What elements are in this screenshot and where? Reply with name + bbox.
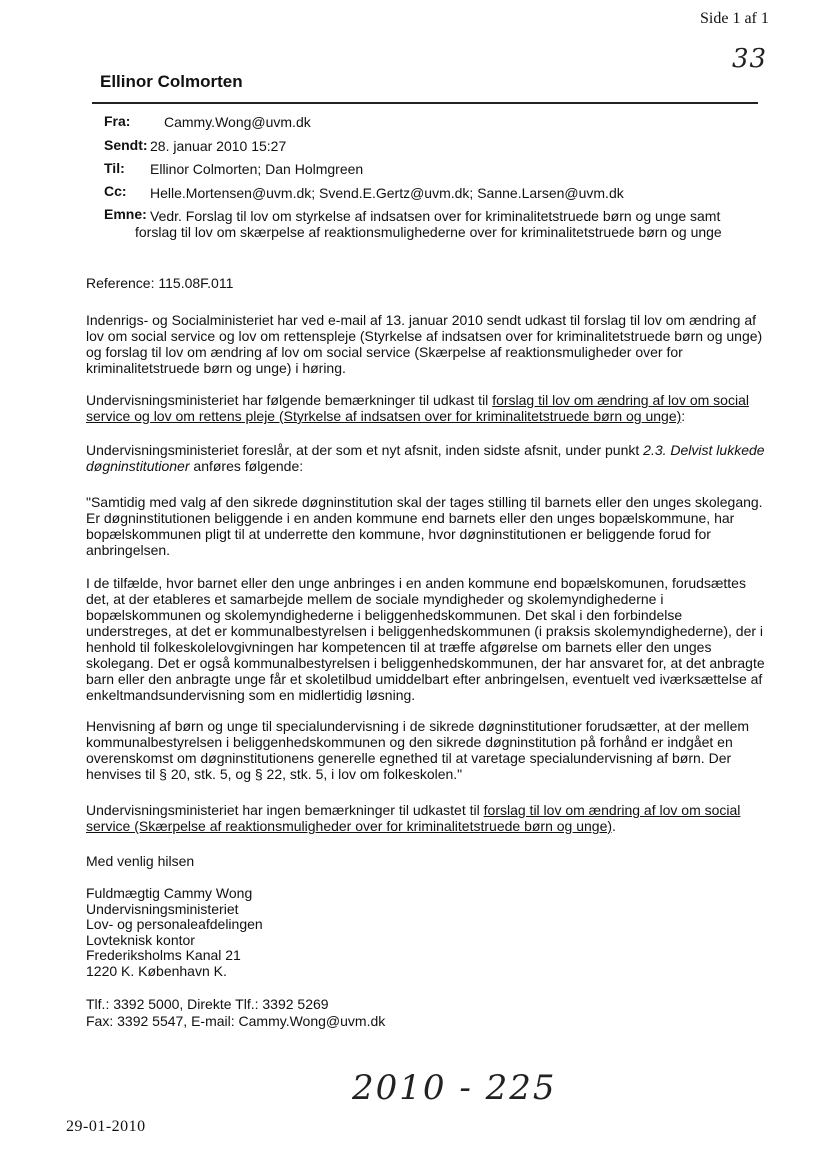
reference-line [86,275,766,291]
signature-name: Fuldmægtig Cammy Wong [86,885,253,901]
to-label: Til: [104,160,125,176]
text-span: : [681,408,686,424]
sender-name-heading: Ellinor Colmorten [100,72,243,91]
signature-org: Undervisningsministeriet [86,900,239,917]
section-reference-italic: 2.3. Delvist lukkede [643,442,765,458]
quote-paragraph-1 [86,494,766,558]
text-line: I de tilfælde, hvor barnet eller den unge anbringes i en anden kommune end bopælskomunen, forudsættes [86,575,746,591]
subject-label: Emne: [104,206,147,222]
subject-line-2: forslag til lov om skærpelse af reaktionsmulighederne over for kriminalitetstruede børn og unge [135,224,722,240]
text-line: anbringelsen. [86,542,171,558]
sent-label: Sendt: [104,137,148,153]
text-line: og forslag til lov om ændring af lov om social service (Skærpelse af reaktionsmuligheder over for [86,344,683,360]
bill-reference-underlined: service og lov om rettens pleje (Styrkelse af indsatsen over for kriminalitetstruede børn og unge) [86,408,682,424]
text-line: skolegang. Det er også kommunalbestyrelsen i beliggenhedskommunen, der har ansvaret for, at det anbragte [86,655,765,671]
text-line: henhold til folkeskolelovgivningen har kompetencen til at træffe afgørelse om barnets eller den unges [86,639,712,655]
text-line: Er døgninstitutionen beliggende i en anden kommune end barnets eller den unges bopælskommune, har [86,510,735,526]
signature-department: Lov- og personaleafdelingen [86,916,263,932]
text-span: . [612,818,616,834]
text-span: Undervisningsministeriet har følgende bemærkninger til udkast til [86,392,493,408]
handwritten-page-mark: 33 [732,44,768,74]
header-divider [92,102,758,104]
text-line [86,818,766,834]
text-line: bopælskommunen og skolemyndighederne i beliggenhedskommunen. Det skal i den forbindelse [86,607,683,623]
signature-street: Frederiksholms Kanal 21 [86,947,241,963]
text-line: barn eller den anbragte unge får et skoletilbud umiddelbart efter anbringelsen, eventuelt ved iværksættelse af [86,671,763,687]
to-value: Ellinor Colmorten; Dan Holmgreen [150,161,364,177]
text-line [86,802,766,818]
text-line: det, at der etableres et samarbejde mellem de sociale myndigheder og skolemyndighederne i [86,591,664,607]
quote-paragraph-3 [86,718,766,782]
contact-block [86,996,766,1030]
bill-reference-underlined: forslag til lov om ændring af lov om social [492,392,749,408]
sent-value: 28. januar 2010 15:27 [150,138,287,154]
text-line [86,442,766,458]
cc-value: Helle.Mortensen@uvm.dk; Svend.E.Gertz@uvm.dk; Sanne.Larsen@uvm.dk [150,185,624,201]
phone-line: Tlf.: 3392 5000, Direkte Tlf.: 3392 5269 [86,996,329,1012]
text-line [86,458,766,474]
text-line: enkeltmandsundervisning som en midlertidig løsning. [86,687,416,703]
text-span: Undervisningsministeriet foreslår, at der som et nyt afsnit, inden sidste afsnit, under punkt [86,442,644,458]
text-line: Henvisning af børn og unge til specialundervisning i de sikrede døgninstitutioner forudsætter, at der mellem [86,718,750,734]
cc-label: Cc: [104,183,127,199]
text-line [86,408,766,424]
text-line: bopælskommunen pligt til at underrette den kommune, hvor døgninstitutionen er beliggende forud for [86,526,711,542]
paragraph-intro [86,312,766,376]
reference-text: Reference: 115.08F.011 [86,275,234,291]
closing-text: Med venlig hilsen [86,853,195,869]
from-value: Cammy.Wong@uvm.dk [164,114,311,130]
paragraph-remarks [86,392,766,424]
from-label: Fra: [104,113,131,129]
text-line: kriminalitetstruede børn og unge) i høring. [86,360,346,376]
text-line: kommunalbestyrelsen i beliggenhedskommunen og den sikrede døgninstitution på forhånd er indgået en [86,734,733,750]
text-line: Indenrigs- og Socialministeriet har ved e-mail af 13. januar 2010 sendt udkast til forslag til lov om ændring af [86,312,757,328]
bill-reference-underlined: forslag til lov om ændring af lov om social [483,802,741,818]
text-span: anføres følgende: [189,458,304,474]
signature-block [86,886,766,979]
text-line: "Samtidig med valg af den sikrede døgninstitution skal der tages stilling til barnets eller den unges skolegang. [86,494,763,510]
closing [86,853,766,869]
quote-paragraph-2 [86,575,766,703]
handwritten-case-number: 2010 - 225 [352,1068,557,1108]
text-line: understreges, at det er kommunalbestyrelsen i beliggenhedskommunen (i praksis skolemyndighederne), der i [86,623,764,639]
page-number: Side 1 af 1 [700,10,769,27]
paragraph-proposal [86,442,766,474]
section-reference-italic: døgninstitutioner [86,458,190,474]
subject-line-1: Vedr. Forslag til lov om styrkelse af indsatsen over for kriminalitetstruede børn og unge samt [150,208,721,224]
signature-office: Lovteknisk kontor [86,931,195,948]
paragraph-no-remarks [86,802,766,834]
received-date-stamp: 29-01-2010 [66,1118,146,1135]
text-line: lov om social service og lov om rettenspleje (Styrkelse af indsatsen over for kriminalitetstruede børn og unge) [86,328,763,344]
text-span: Undervisningsministeriet har ingen bemærkninger til udkastet til [86,802,484,818]
fax-email-line: Fax: 3392 5547, E-mail: Cammy.Wong@uvm.dk [86,1013,386,1029]
text-line: overenskomst om døgninstitutionens generelle egnethed til at varetage specialundervisning af børn. Der [86,750,732,766]
bill-reference-underlined: service (Skærpelse af reaktionsmuligheder over for kriminalitetstruede børn og unge) [86,818,613,834]
text-line [86,392,766,408]
signature-city: 1220 K. København K. [86,962,227,979]
text-line: henvises til § 20, stk. 5, og § 22, stk. 5, i lov om folkeskolen." [86,766,463,782]
